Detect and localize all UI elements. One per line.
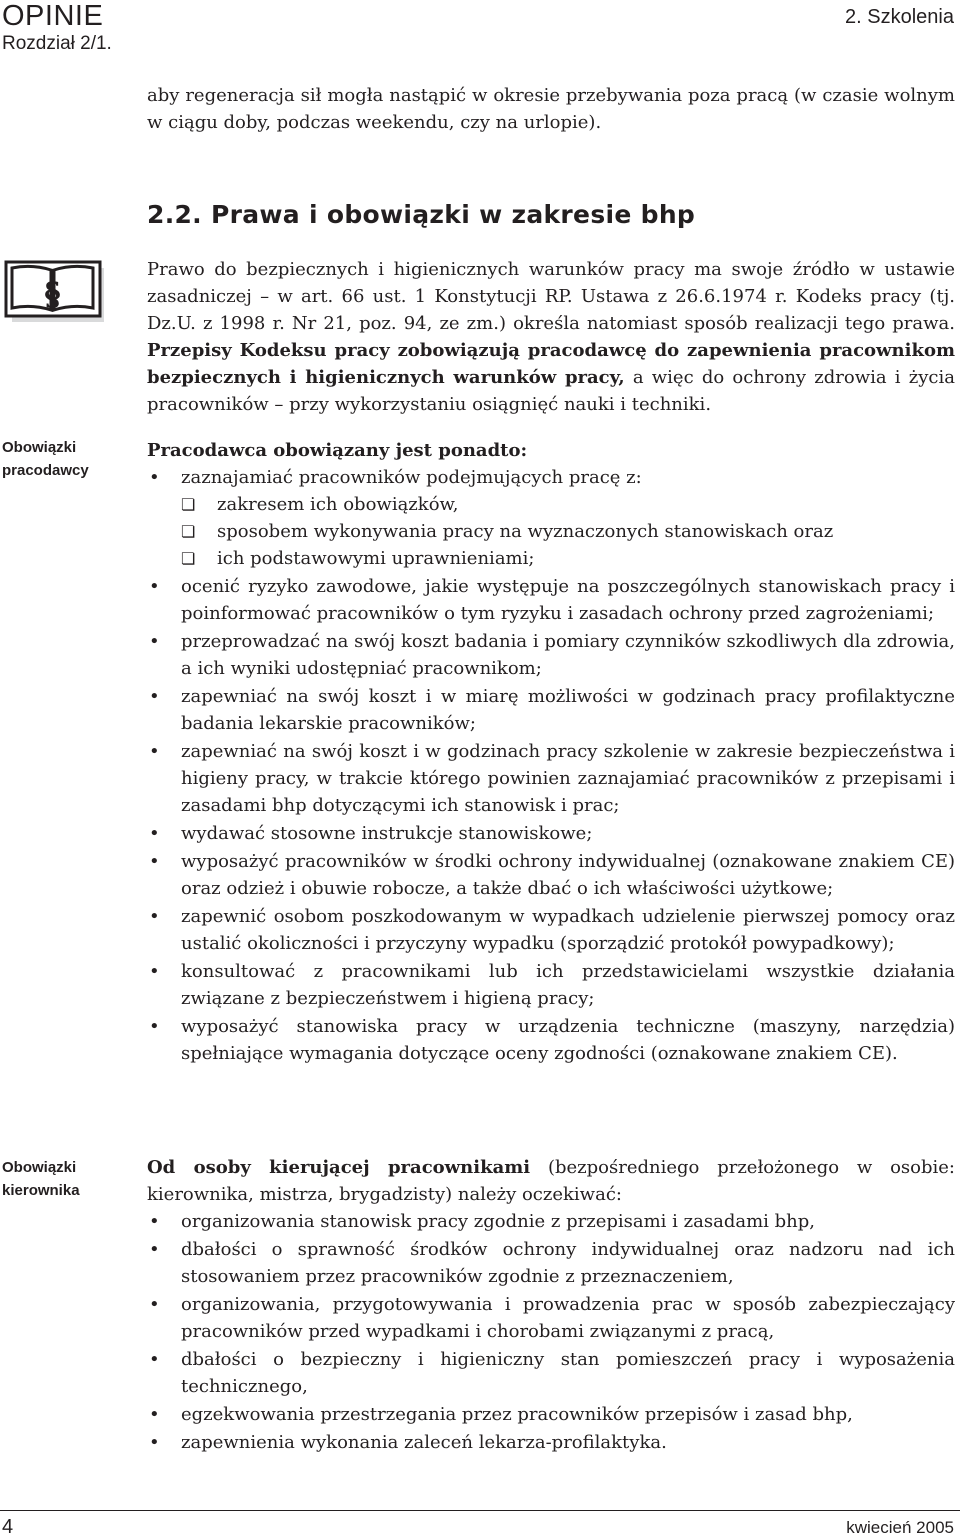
list-item: • dbałości o bezpieczny i higieniczny stan pomieszczeń pracy i wyposażenia technicznego,	[147, 1346, 955, 1400]
list-item: • dbałości o sprawność środków ochrony indywidualnej oraz nadzoru nad ich stosowaniem przez pracowników zgodnie z przeznaczeniem,	[147, 1236, 955, 1290]
list-item: • konsultować z pracownikami lub ich przedstawicielami wszystkie działania związane z bezpieczeństwem i higieną pracy;	[147, 958, 955, 1012]
list-item: • zapewnienia wykonania zaleceń lekarza-profilaktyka.	[147, 1429, 955, 1456]
sidebar-manager-duties: Obowiązki kierownika	[2, 1159, 80, 1199]
list-item: • wyposażyć pracowników w środki ochrony indywidualnej (oznakowane znakiem CE) oraz odzież i obuwie robocze, a także dbać o ich właściwości użytkowe;	[147, 848, 955, 902]
running-header-left	[2, 0, 112, 56]
list-item: • egzekwowania przestrzegania przez pracowników przepisów i zasad bhp,	[147, 1401, 955, 1428]
law-tail-text: a więc do ochrony zdrowia i życia pracowników – przy wykorzystaniu osiągnięć nauki i techniki.	[147, 367, 955, 415]
sub-list	[181, 491, 955, 572]
issue-date: kwiecień 2005	[846, 1518, 954, 1537]
employer-duties-section	[147, 437, 955, 1068]
sub-list-item: ❏ zakresem ich obowiązków,	[181, 491, 955, 518]
law-paragraph	[147, 256, 955, 418]
list-item: • organizowania stanowisk pracy zgodnie z przepisami i zasadami bhp,	[147, 1208, 955, 1235]
list-item: • zapewniać na swój koszt i w miarę możliwości w godzinach pracy profilaktyczne badania lekarskie pracowników;	[147, 683, 955, 737]
page-number: 4	[2, 1516, 14, 1538]
paragraph-book-icon	[4, 254, 110, 334]
section-label: 2. Szkolenia	[845, 6, 954, 28]
law-bold-text: Przepisy Kodeksu pracy zobowiązują pracodawcę do zapewnienia pracownikom bezpiecznych i higienicznych warunków pracy,	[147, 340, 955, 388]
law-text: Prawo do bezpiecznych i higienicznych warunków pracy ma swoje źródło w ustawie zasadniczej – w art. 66 ust. 1 Konstytucji RP. Ustawa z 26.6.1974 r. Kodeks pracy (tj. Dz.U. z 1998 r. Nr 21, poz. 94, ze zm.) określa natomiast sposób realizacji tego prawa.	[147, 259, 955, 334]
chapter-label: Rozdział 2/1.	[2, 33, 112, 54]
publication-title: OPINIE	[2, 0, 104, 32]
employer-lead: Pracodawca obowiązany jest ponadto:	[147, 440, 528, 461]
svg-text:§: §	[44, 275, 61, 313]
list-item: • organizowania, przygotowywania i prowadzenia prac w sposób zabezpieczający pracowników przed wypadkami i chorobami związanymi z pracą,	[147, 1291, 955, 1345]
sidebar-employer-duties: Obowiązki pracodawcy	[2, 439, 89, 479]
manager-duties-list	[147, 1208, 955, 1456]
list-item: • wyposażyć stanowiska pracy w urządzenia techniczne (maszyny, narzędzia) spełniające wymagania dotyczące oceny zgodności (oznakowane znakiem CE).	[147, 1013, 955, 1067]
manager-lead-bold: Od osoby kierującej pracownikami	[147, 1157, 531, 1178]
employer-duties-list	[147, 464, 955, 1067]
section-heading: 2.2. Prawa i obowiązki w zakresie bhp	[147, 200, 696, 229]
footer-divider	[0, 1510, 960, 1511]
list-item: • przeprowadzać na swój koszt badania i pomiary czynników szkodliwych dla zdrowia, a ich wyniki udostępniać pracownikom;	[147, 628, 955, 682]
list-item: • wydawać stosowne instrukcje stanowiskowe;	[147, 820, 955, 847]
intro-paragraph: aby regeneracja sił mogła nastąpić w okresie przebywania poza pracą (w czasie wolnym w ciągu doby, podczas weekendu, czy na urlopie).	[147, 85, 955, 133]
sub-list-item: ❏ sposobem wykonywania pracy na wyznaczonych stanowiskach oraz	[181, 518, 955, 545]
list-item: • zapewnić osobom poszkodowanym w wypadkach udzielenie pierwszej pomocy oraz ustalić okoliczności i przyczyny wypadku (sporządzić protokół powypadkowy);	[147, 903, 955, 957]
list-item: • zaznajamiać pracowników podejmujących pracę z: ❏ zakresem ich obowiązków, ❏ sposobem wykonywania pracy na wyznaczonych stanowiskach oraz ❏ ich podstawowymi uprawnieniami;	[147, 464, 955, 572]
list-item: • zapewniać na swój koszt i w godzinach pracy szkolenie w zakresie bezpieczeństwa i higieny pracy, w trakcie którego powinien zaznajamiać pracowników z przepisami i zasadami bhp dotyczącymi ich stanowisk i prac;	[147, 738, 955, 819]
manager-duties-section	[147, 1154, 955, 1457]
sub-list-item: ❏ ich podstawowymi uprawnieniami;	[181, 545, 955, 572]
manager-lead-rest: (bezpośredniego przełożonego w osobie: kierownika, mistrza, brygadzisty) należy oczekiwać:	[147, 1157, 955, 1205]
list-item: • ocenić ryzyko zawodowe, jakie występuje na poszczególnych stanowiskach pracy i poinformować pracowników o tym ryzyku i zasadach ochrony przed zagrożeniami;	[147, 573, 955, 627]
